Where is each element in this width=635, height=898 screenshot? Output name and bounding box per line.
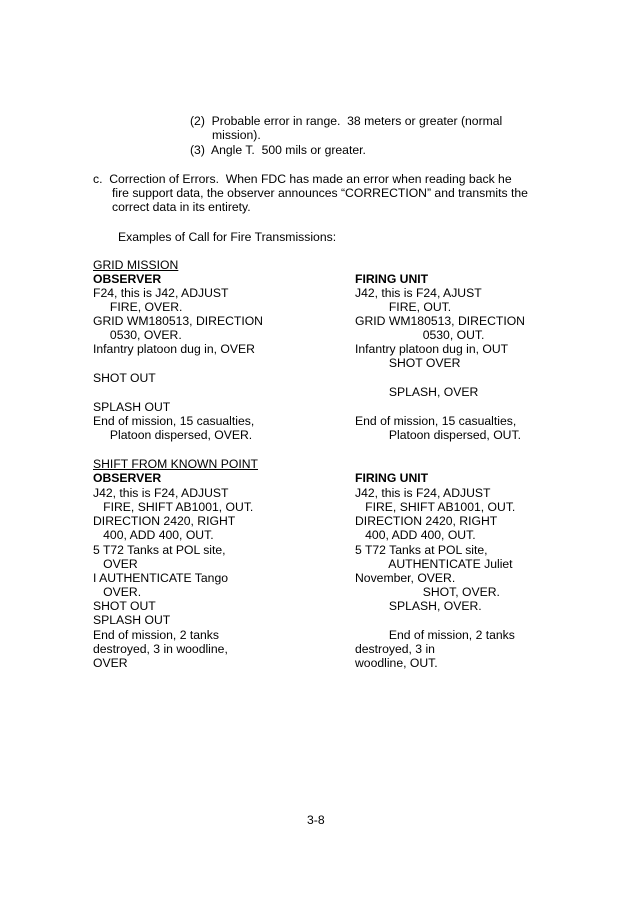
shift-firing-line: J42, this is F24, ADJUST [355,486,491,500]
grid-observer-line: 0530, OVER. [93,328,182,342]
criteria-item-3: (3) Angle T. 500 mils or greater. [190,143,366,157]
shift-observer-header: OBSERVER [93,471,162,485]
shift-mission-title: SHIFT FROM KNOWN POINT [93,457,258,471]
grid-firing-line: J42, this is F24, AJUST [355,286,482,300]
shift-observer-line: 400, ADD 400, OUT. [93,528,214,542]
shift-observer-line: OVER. [93,585,142,599]
shift-observer-line: End of mission, 2 tanks [93,628,219,642]
shift-observer-line: SHOT OUT [93,599,156,613]
grid-firing-line: FIRE, OUT. [355,300,452,314]
shift-observer-line: FIRE, SHIFT AB1001, OUT. [93,500,254,514]
grid-observer-line: GRID WM180513, DIRECTION [93,314,263,328]
shift-firing-line: SPLASH, OVER. [355,599,482,613]
shift-firing-line: 5 T72 Tanks at POL site, [355,543,488,557]
shift-firing-line: FIRE, SHIFT AB1001, OUT. [355,500,516,514]
grid-observer-line: F24, this is J42, ADJUST [93,286,229,300]
examples-heading: Examples of Call for Fire Transmissions: [118,230,337,244]
shift-firing-line: destroyed, 3 in [355,642,435,656]
grid-firing-line: SHOT OVER [355,356,461,370]
shift-firing-line: AUTHENTICATE Juliet [355,557,513,571]
grid-firing-line: Infantry platoon dug in, OUT [355,342,509,356]
grid-observer-line: FIRE, OVER. [93,300,183,314]
shift-firing-line: November, OVER. [355,571,456,585]
shift-observer-line: SPLASH OUT [93,613,171,627]
shift-firing-line: SHOT, OVER. [355,585,500,599]
grid-observer-header: OBSERVER [93,272,162,286]
shift-observer-line: 5 T72 Tanks at POL site, [93,543,226,557]
shift-firing-line: End of mission, 2 tanks [355,628,515,642]
shift-observer-line: J42, this is F24, ADJUST [93,486,229,500]
grid-firing-line: SPLASH, OVER [355,385,479,399]
grid-mission-title: GRID MISSION [93,258,179,272]
criteria-item-2-cont: mission). [212,128,261,142]
grid-firing-line: End of mission, 15 casualties, [355,414,517,428]
shift-firing-header: FIRING UNIT [355,471,429,485]
shift-observer-line: I AUTHENTICATE Tango [93,571,229,585]
grid-firing-line: GRID WM180513, DIRECTION [355,314,525,328]
grid-firing-line: Platoon dispersed, OUT. [355,428,521,442]
shift-observer-line: destroyed, 3 in woodline, [93,642,228,656]
grid-firing-header: FIRING UNIT [355,272,429,286]
shift-firing-line: woodline, OUT. [355,656,438,670]
page-number: 3-8 [307,813,325,827]
shift-observer-line: OVER [93,656,128,670]
shift-observer-line: OVER [93,557,138,571]
shift-firing-line: 400, ADD 400, OUT. [355,528,476,542]
grid-firing-line: 0530, OUT. [355,328,485,342]
correction-paragraph-line-2: fire support data, the observer announces “CORRECTION” and transmits the [112,186,528,200]
grid-observer-line: SPLASH OUT [93,400,171,414]
criteria-item-2: (2) Probable error in range. 38 meters or greater (normal [190,114,503,128]
grid-observer-line: Platoon dispersed, OVER. [93,428,253,442]
shift-firing-line: DIRECTION 2420, RIGHT [355,514,498,528]
shift-observer-line: DIRECTION 2420, RIGHT [93,514,236,528]
correction-paragraph-line-1: c. Correction of Errors. When FDC has made an error when reading back he [93,172,512,186]
grid-observer-line: Infantry platoon dug in, OVER [93,342,255,356]
correction-paragraph-line-3: correct data in its entirety. [112,200,251,214]
grid-observer-line: End of mission, 15 casualties, [93,414,255,428]
grid-observer-line: SHOT OUT [93,371,156,385]
